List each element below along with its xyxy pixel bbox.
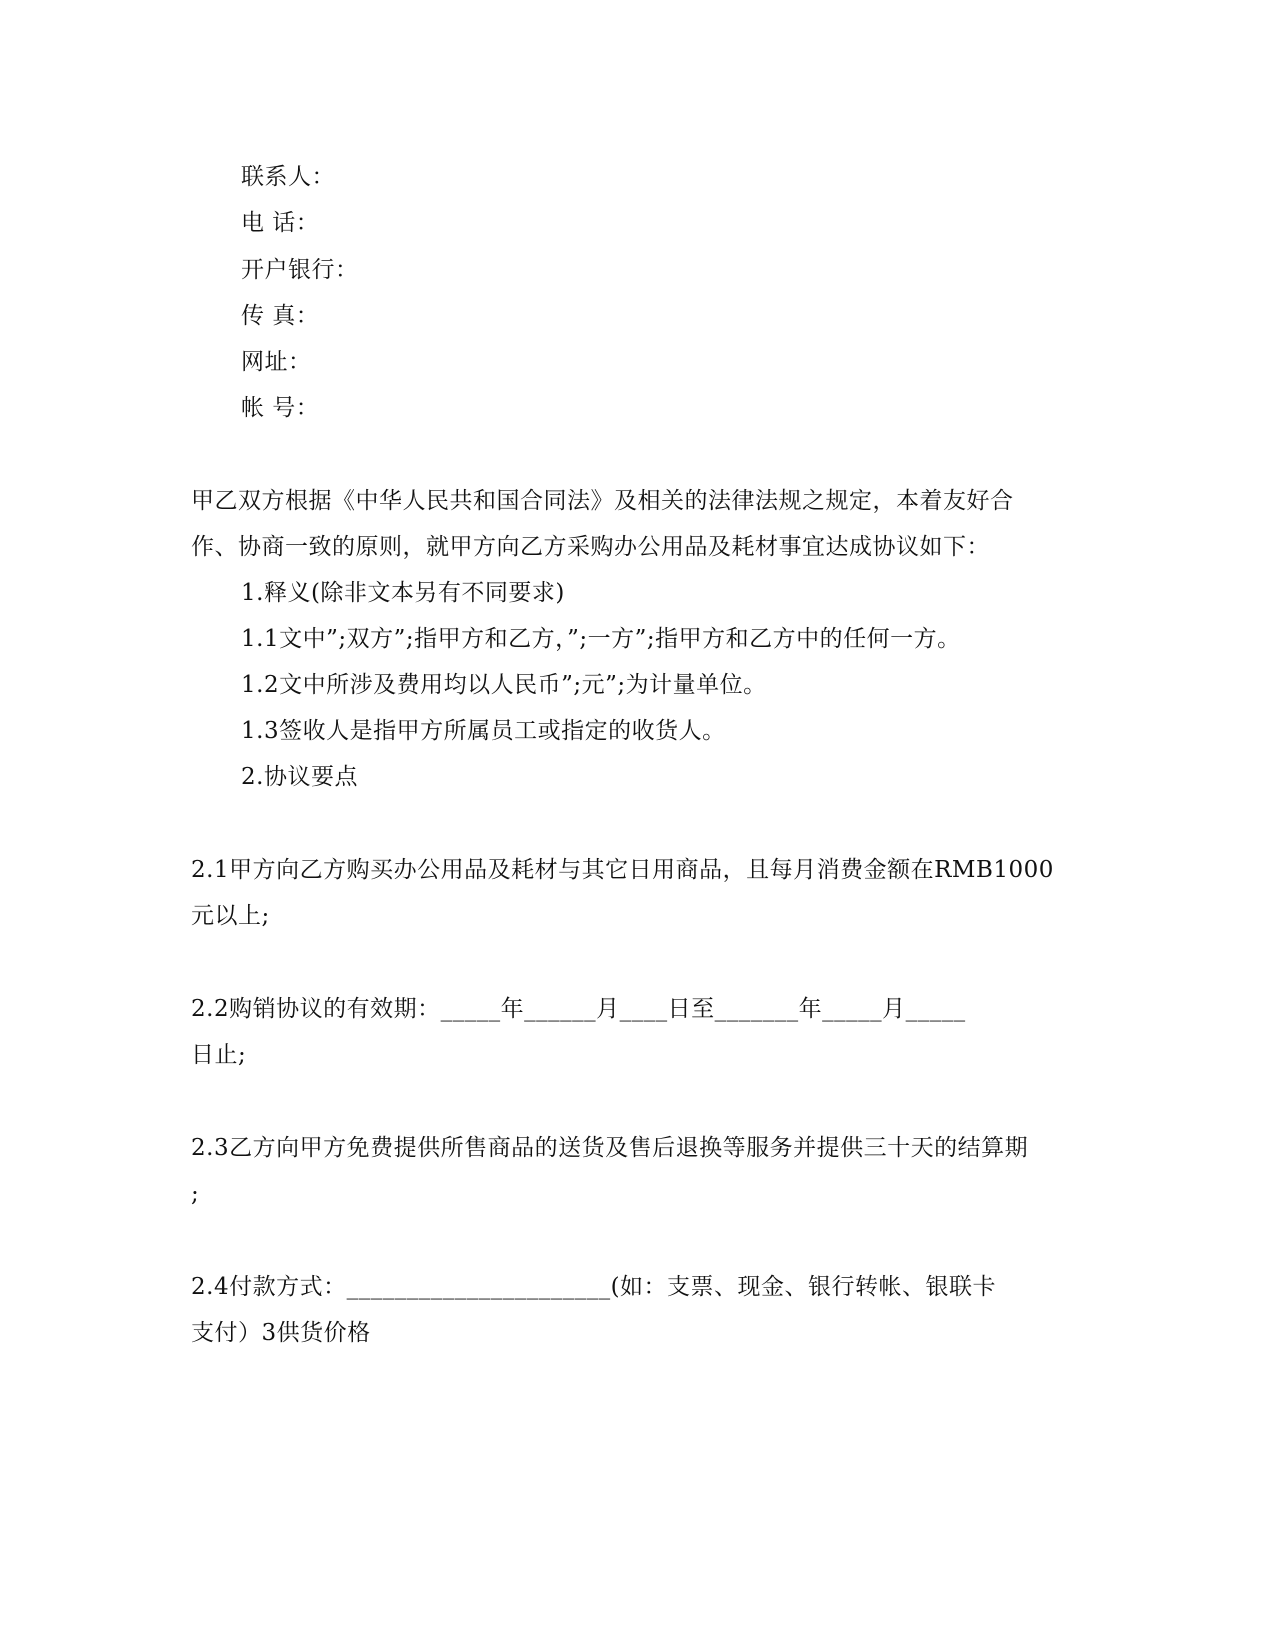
account-label: 帐 号：	[241, 395, 320, 421]
clause-2-3-line-1: 2.3乙方向甲方免费提供所售商品的送货及售后退换等服务并提供三十天的结算期	[191, 1135, 1029, 1161]
clause-2-1-line-1: 2.1甲方向乙方购买办公用品及耗材与其它日用商品，且每月消费金额在RMB1000	[191, 857, 1054, 883]
clause-2-1-line-2: 元以上;	[191, 903, 270, 929]
clause-2-4-line-2: 支付）3供货价格	[191, 1320, 371, 1346]
clause-2-3-line-2: ;	[191, 1181, 200, 1207]
section-2-heading: 2.协议要点	[241, 764, 358, 790]
clause-2-2-line-2: 日止;	[191, 1042, 247, 1068]
clause-2-2-line-1: 2.2购销协议的有效期：_____年______月____日至_______年_____月_____	[191, 996, 966, 1022]
fax-label: 传 真：	[241, 303, 320, 329]
clause-1-2: 1.2文中所涉及费用均以人民币”;元”;为计量单位。	[241, 672, 767, 698]
clause-2-4-line-1: 2.4付款方式：______________________(如：支票、现金、银行转帐、银联卡	[191, 1274, 997, 1300]
bank-label: 开户银行：	[241, 257, 359, 283]
intro-paragraph-line-1: 甲乙双方根据《中华人民共和国合同法》及相关的法律法规之规定，本着友好合	[191, 488, 1014, 514]
clause-1-1: 1.1文中”;双方”;指甲方和乙方，”;一方”;指甲方和乙方中的任何一方。	[241, 626, 961, 652]
intro-paragraph-line-2: 作、协商一致的原则，就甲方向乙方采购办公用品及耗材事宜达成协议如下：	[191, 534, 990, 560]
contact-person-label: 联系人：	[241, 164, 335, 190]
website-label: 网址：	[241, 349, 312, 375]
section-1-heading: 1.释义(除非文本另有不同要求)	[241, 580, 565, 606]
clause-1-3: 1.3签收人是指甲方所属员工或指定的收货人。	[241, 718, 726, 744]
phone-label: 电 话：	[241, 210, 320, 236]
